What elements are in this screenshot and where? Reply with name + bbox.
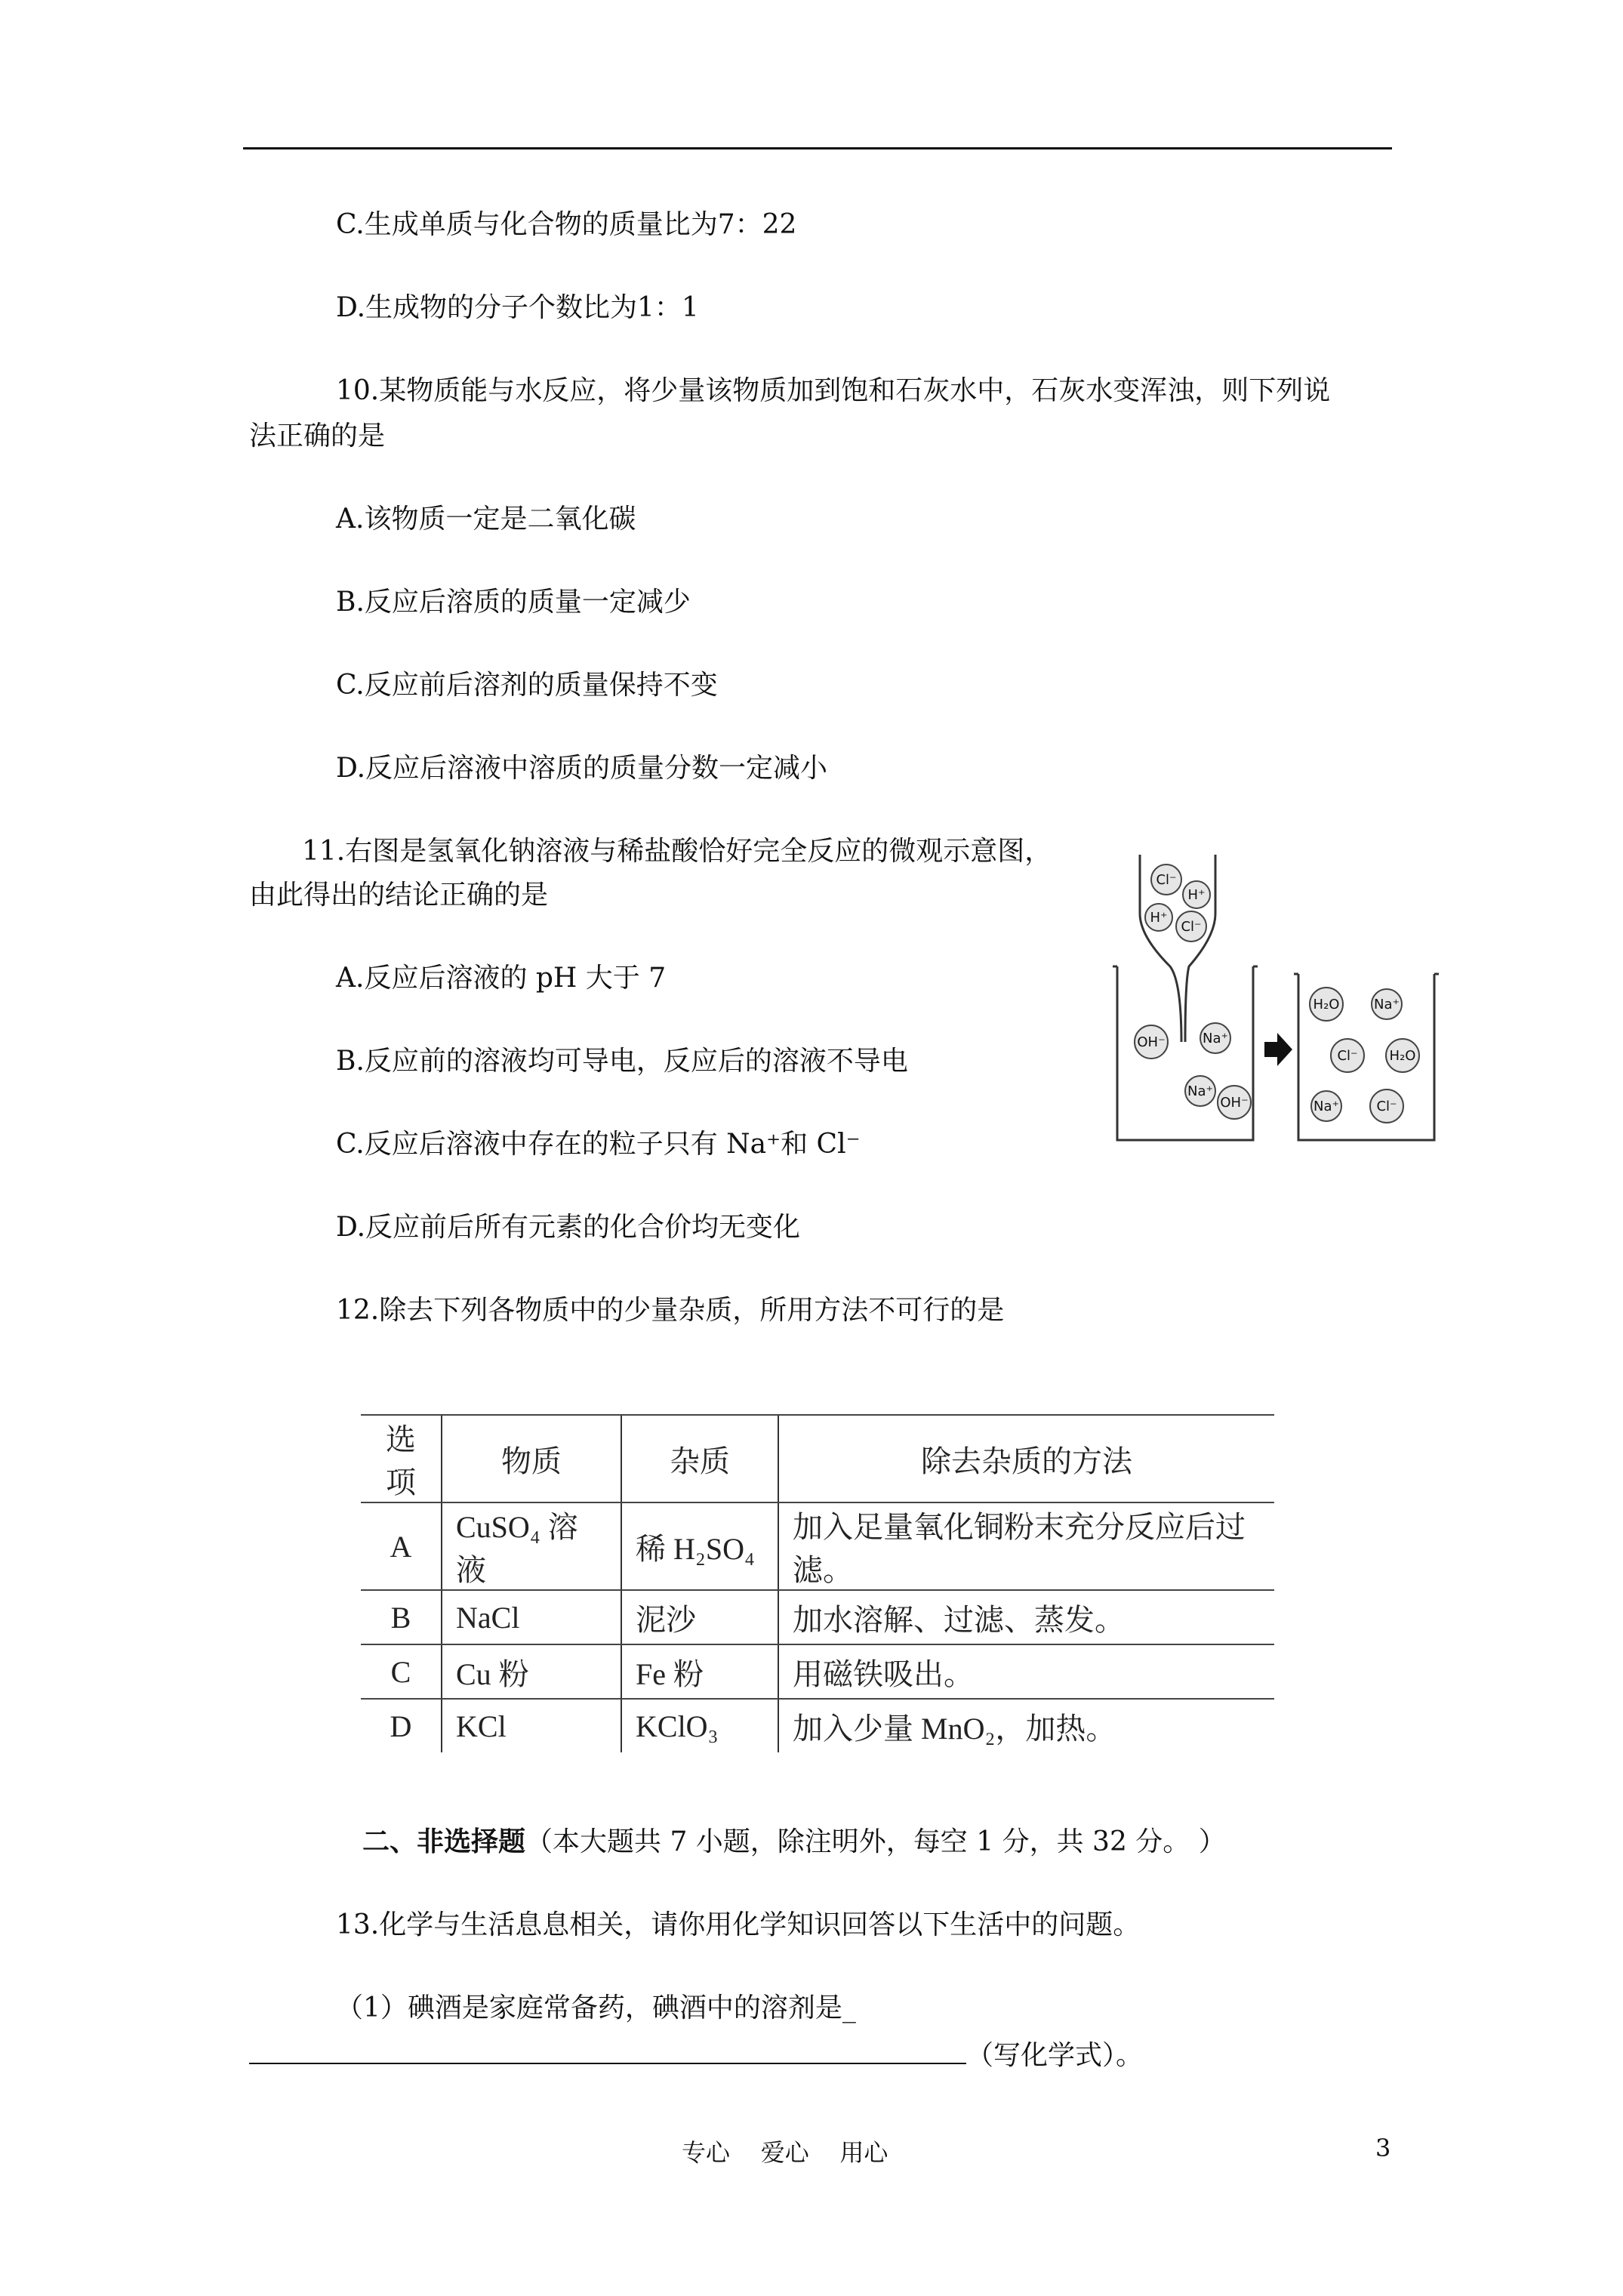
after-ion-3 [1331,1039,1364,1072]
q9-option-d: D.生成物的分子个数比为1：1 [336,292,699,323]
table-cell: C [361,1644,442,1699]
after-ion-5 [1311,1091,1341,1121]
q10-stem: 10.某物质能与水反应，将少量该物质加到饱和石灰水中，石灰水变浑浊，则下列说 [336,375,1331,406]
ion-label: H⁺ [1150,910,1168,926]
ion-label: Cl⁻ [1181,919,1202,935]
section-2-title: 二、非选择题 [362,1826,526,1857]
funnel-ion-4 [1176,911,1206,942]
ion-label: H₂O [1389,1048,1416,1064]
ion-label: Cl⁻ [1156,872,1177,888]
before-ion-2 [1200,1023,1230,1053]
ion-label: Na⁺ [1203,1031,1228,1046]
table-header-row [361,1415,1274,1502]
table-row [361,1590,1274,1644]
before-ion-3 [1185,1076,1215,1106]
table-cell: 加入足量氧化铜粉末充分反应后过滤。 [778,1502,1274,1590]
q12-stem: 12.除去下列各物质中的少量杂质，所用方法不可行的是 [336,1295,1005,1326]
q10-option-c: C.反应前后溶剂的质量保持不变 [336,670,718,701]
header-rule [243,147,1392,149]
table-cell: 泥沙 [621,1590,778,1644]
ion-label: Cl⁻ [1337,1048,1358,1064]
table-cell: 加入少量 MnO₂，加热。 [778,1699,1274,1752]
table-cell: 稀 H₂SO₄ [621,1502,778,1590]
funnel-ion-2 [1183,881,1210,908]
after-ion-2 [1372,989,1402,1019]
table-cell: KCl [442,1699,621,1752]
ion-label: Na⁺ [1374,997,1400,1012]
table-cell: KClO₃ [621,1699,778,1752]
after-ion-4 [1386,1039,1419,1072]
q10-stem-continued: 法正确的是 [249,421,386,451]
ion-label: OH⁻ [1220,1095,1249,1111]
before-ion-4 [1218,1086,1251,1119]
q10-option-a: A.该物质一定是二氧化碳 [336,504,636,535]
table-cell: B [361,1590,442,1644]
ion-label: H⁺ [1187,887,1206,903]
ion-label: Cl⁻ [1376,1099,1397,1114]
q11-stem-continued: 由此得出的结论正确的是 [249,880,549,911]
q9-option-c: C.生成单质与化合物的质量比为7：22 [336,209,797,240]
arrow-icon [1264,1033,1292,1066]
table-row [361,1644,1274,1699]
section-2-note: （本大题共 7 小题，除注明外，每空 1 分，共 32 分。 ） [525,1826,1226,1857]
table-header: 选项 [361,1415,442,1502]
q13-part-1: （1）碘酒是家庭常备药，碘酒中的溶剂是_ [336,1992,856,2023]
table-row [361,1502,1274,1590]
ion-label: Na⁺ [1187,1083,1213,1099]
q13-part-1-tail: （写化学式）。 [966,2040,1144,2071]
section-2-heading [362,1826,1226,1858]
page-number: 3 [1375,2134,1391,2162]
q11-option-b: B.反应前的溶液均可导电，反应后的溶液不导电 [336,1046,908,1077]
table-row [361,1699,1274,1752]
q11-stem: 11.右图是氢氧化钠溶液与稀盐酸恰好完全反应的微观示意图， [302,836,1052,867]
ion-label: OH⁻ [1137,1034,1166,1050]
after-ion-1 [1310,988,1343,1021]
reaction-diagram [1110,853,1442,1155]
table-cell: A [361,1502,442,1590]
table-cell: Fe 粉 [621,1644,778,1699]
funnel-ion-3 [1145,904,1172,931]
q10-option-b: B.反应后溶质的质量一定减少 [336,587,691,618]
table-cell: CuSO₄ 溶液 [442,1502,621,1590]
table-cell: 用磁铁吸出。 [778,1644,1274,1699]
q11-option-a: A.反应后溶液的 pH 大于 7 [336,963,667,994]
q13-stem: 13.化学与生活息息相关，请你用化学知识回答以下生活中的问题。 [336,1909,1141,1940]
table-cell: 加水溶解、过滤、蒸发。 [778,1590,1274,1644]
table-cell: D [390,1709,412,1743]
answer-blank[interactable] [249,2037,966,2064]
q11-option-c: C.反应后溶液中存在的粒子只有 Na⁺和 Cl⁻ [336,1129,861,1160]
table-cell: Cu 粉 [442,1644,621,1699]
after-ion-6 [1370,1089,1403,1123]
table-header: 物质 [442,1415,621,1502]
funnel-ion-1 [1151,864,1181,895]
table-cell: NaCl [442,1590,621,1644]
ion-label: H₂O [1313,997,1340,1012]
impurity-table [361,1414,1274,1752]
before-ion-1 [1135,1025,1168,1059]
ion-label: Na⁺ [1313,1099,1339,1114]
q10-option-d: D.反应后溶液中溶质的质量分数一定减小 [336,753,828,784]
table-header: 杂质 [621,1415,778,1502]
footer-slogan: 专心 爱心 用心 [682,2138,888,2167]
q11-option-d: D.反应前后所有元素的化合价均无变化 [336,1212,801,1243]
q13-part-1-answer-line [249,2037,1143,2072]
table-header: 除去杂质的方法 [778,1415,1274,1502]
